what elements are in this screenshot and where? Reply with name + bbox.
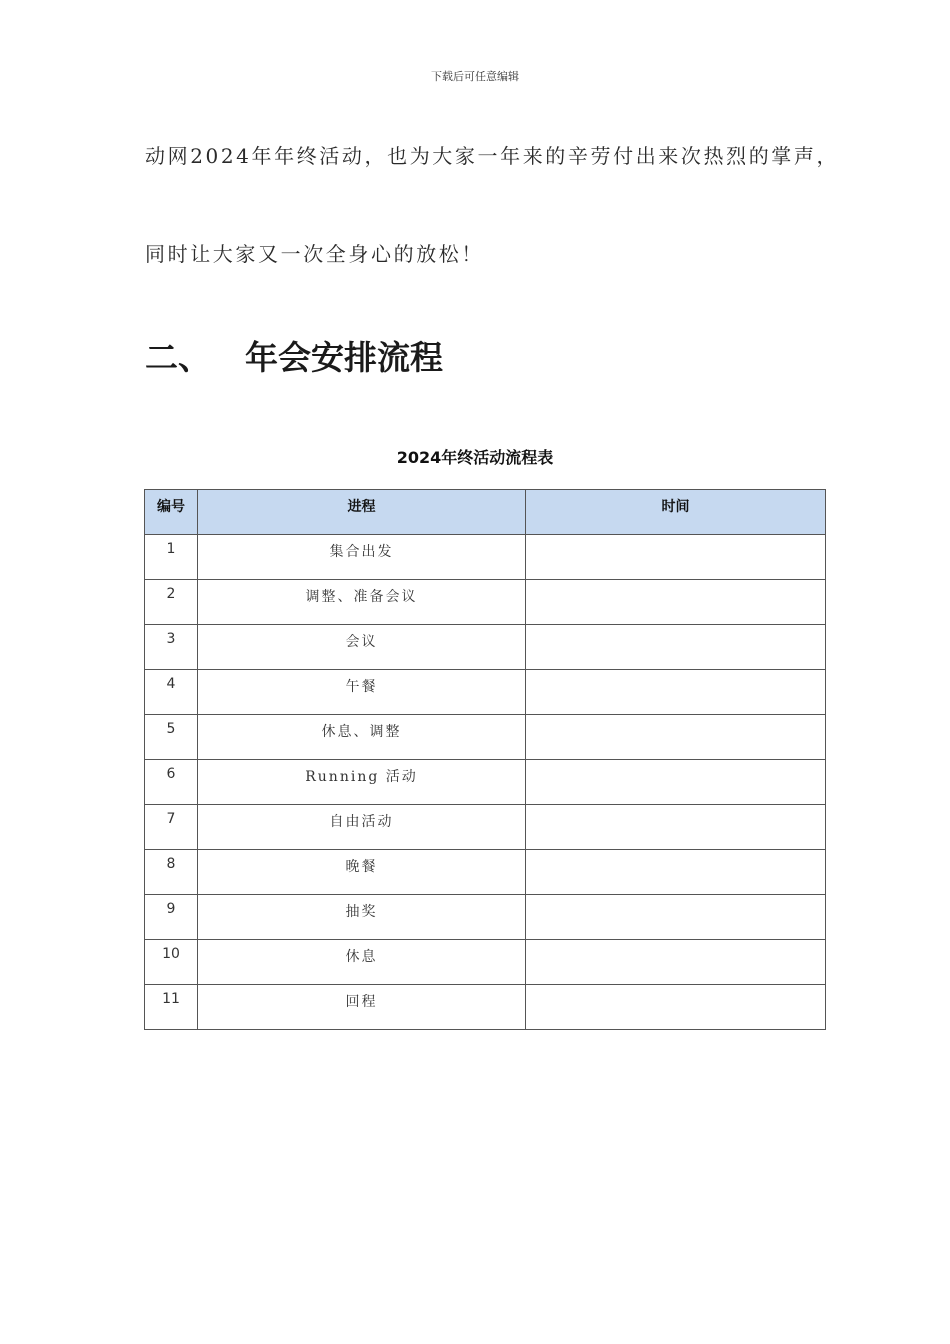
section-heading [145, 332, 443, 379]
row-number: 8 [145, 850, 198, 895]
table-row [145, 715, 826, 760]
table-row [145, 895, 826, 940]
header-time: 时间 [526, 490, 826, 535]
row-number: 9 [145, 895, 198, 940]
row-number: 2 [145, 580, 198, 625]
table-row [145, 805, 826, 850]
row-step: 会议 [198, 625, 526, 670]
table-row [145, 850, 826, 895]
row-number: 10 [145, 940, 198, 985]
table-row [145, 985, 826, 1030]
row-time[interactable] [526, 940, 826, 985]
row-step: 自由活动 [198, 805, 526, 850]
row-time[interactable] [526, 895, 826, 940]
row-number: 7 [145, 805, 198, 850]
table-title: 2024年终活动流程表 [396, 448, 554, 467]
row-time[interactable] [526, 985, 826, 1030]
body-text-line-2: 同时让大家又一次全身心的放松！ [145, 242, 484, 266]
row-number: 6 [145, 760, 198, 805]
table-row [145, 940, 826, 985]
row-step: 回程 [198, 985, 526, 1030]
row-number: 5 [145, 715, 198, 760]
header-number: 编号 [145, 490, 198, 535]
row-step: 集合出发 [198, 535, 526, 580]
body-text-line-1: 动网2024年年终活动，也为大家一年来的辛劳付出来次热烈的掌声， [145, 144, 840, 168]
row-time[interactable] [526, 760, 826, 805]
section-title: 年会安排流程 [245, 338, 443, 377]
row-step: Running 活动 [198, 760, 526, 805]
row-time[interactable] [526, 670, 826, 715]
table-row [145, 625, 826, 670]
section-number: 二、 [145, 338, 211, 377]
row-time[interactable] [526, 850, 826, 895]
row-time[interactable] [526, 805, 826, 850]
page-header: 下载后可任意编辑 [431, 70, 519, 83]
row-step: 晚餐 [198, 850, 526, 895]
table-row [145, 580, 826, 625]
row-step: 调整、准备会议 [198, 580, 526, 625]
table-row [145, 670, 826, 715]
row-step: 休息 [198, 940, 526, 985]
table-row [145, 760, 826, 805]
row-number: 1 [145, 535, 198, 580]
row-time[interactable] [526, 535, 826, 580]
row-step: 抽奖 [198, 895, 526, 940]
row-step: 午餐 [198, 670, 526, 715]
row-number: 3 [145, 625, 198, 670]
row-step: 休息、调整 [198, 715, 526, 760]
header-step: 进程 [198, 490, 526, 535]
schedule-table [144, 489, 826, 1030]
row-number: 4 [145, 670, 198, 715]
row-number: 11 [145, 985, 198, 1030]
row-time[interactable] [526, 580, 826, 625]
row-time[interactable] [526, 625, 826, 670]
table-header-row [145, 490, 826, 535]
row-time[interactable] [526, 715, 826, 760]
table-row [145, 535, 826, 580]
